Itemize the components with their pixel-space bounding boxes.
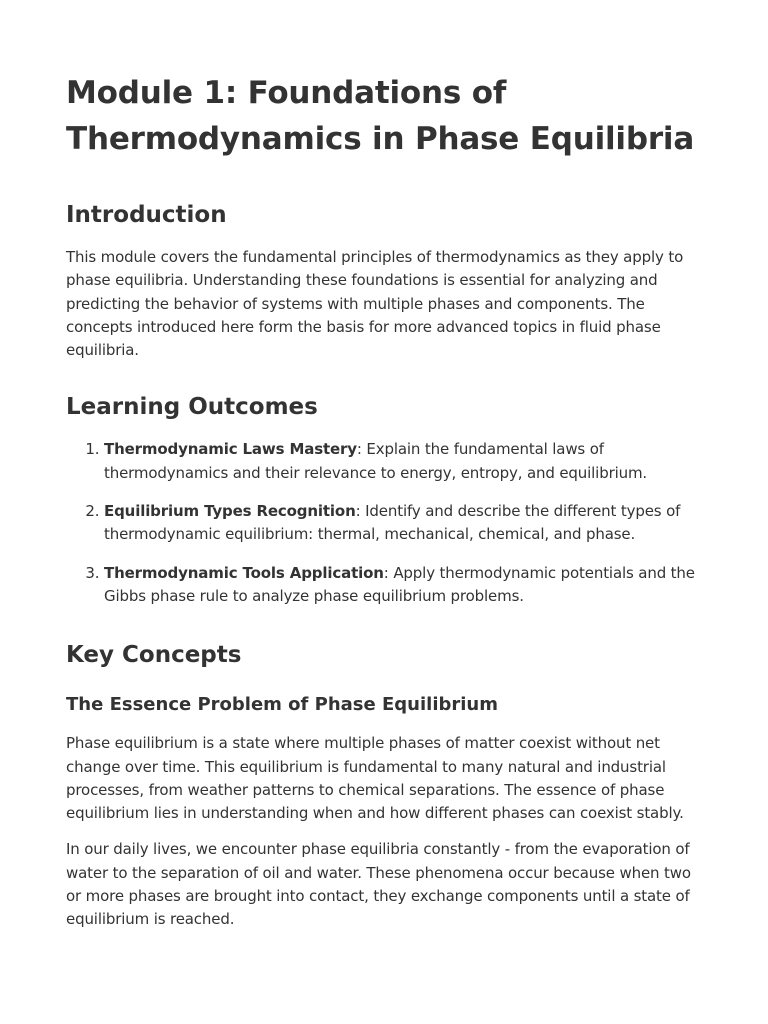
learning-outcomes-list — [66, 438, 702, 608]
outcome-term: Thermodynamic Laws Mastery — [104, 440, 357, 459]
essence-subheading: The Essence Problem of Phase Equilibrium — [66, 694, 498, 716]
list-item — [104, 438, 702, 485]
list-item — [104, 500, 702, 547]
learning-outcomes-heading: Learning Outcomes — [66, 394, 318, 421]
outcome-term: Equilibrium Types Recognition — [104, 502, 356, 521]
outcome-text: : Apply thermodynamic potentials and the Gibbs phase rule to analyze phase equilibrium problems. — [104, 563, 695, 605]
outcome-term: Thermodynamic Tools Application — [104, 563, 384, 582]
list-item — [104, 562, 702, 609]
key-concepts-paragraph: Phase equilibrium is a state where multiple phases of matter coexist without net change over time. This equilibrium is fundamental to many natural and industrial processes, from weather patterns to chemical separations. The essence of phase equilibrium lies in understanding when and how different phases can coexist stably. — [66, 734, 684, 823]
introduction-paragraph: This module covers the fundamental principles of thermodynamics as they apply to phase equilibria. Understanding these foundations is essential for analyzing and predicting the behavior of systems with multiple phases and components. The concepts introduced here form the basis for more advanced topics in fluid phase equilibria. — [66, 248, 684, 360]
key-concepts-paragraph: In our daily lives, we encounter phase equilibria constantly - from the evaporation of water to the separation of oil and water. These phenomena occur because when two or more phases are brought into contact, they exchange components until a state of equilibrium is reached. — [66, 840, 691, 929]
page-title: Module 1: Foundations of Thermodynamics in Phase Equilibria — [66, 75, 695, 157]
introduction-heading: Introduction — [66, 202, 227, 228]
outcome-text: : Identify and describe the different types of thermodynamic equilibrium: thermal, mechanical, chemical, and phase. — [104, 502, 681, 544]
outcome-text: : Explain the fundamental laws of thermodynamics and their relevance to energy, entropy, and equilibrium. — [104, 440, 648, 482]
key-concepts-heading: Key Concepts — [66, 642, 242, 669]
